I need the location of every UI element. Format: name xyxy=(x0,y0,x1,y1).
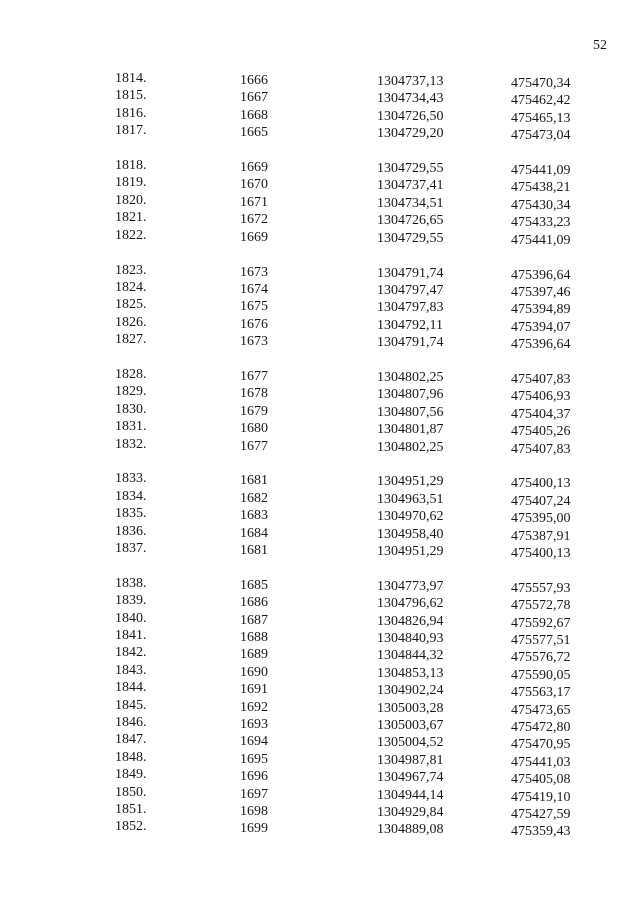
y-coordinate: 475394,89 xyxy=(511,302,571,318)
table-row xyxy=(0,803,640,820)
point-number: 1687 xyxy=(240,612,268,628)
point-number: 1697 xyxy=(240,786,268,802)
point-number: 1667 xyxy=(240,90,268,106)
row-number: 1820. xyxy=(115,192,147,208)
row-number: 1846. xyxy=(115,715,147,730)
point-number: 1669 xyxy=(240,229,268,245)
row-number: 1838. xyxy=(115,575,147,591)
row-number: 1840. xyxy=(115,610,147,626)
x-coordinate: 1305003,28 xyxy=(377,700,444,716)
row-group xyxy=(0,159,640,246)
y-coordinate: 475430,34 xyxy=(511,197,571,213)
table-row xyxy=(0,297,640,318)
y-coordinate: 475441,03 xyxy=(511,754,571,770)
table-row xyxy=(0,490,640,507)
row-group xyxy=(0,264,640,351)
table-row xyxy=(0,751,640,768)
y-coordinate: 475404,37 xyxy=(511,406,571,422)
y-coordinate: 475590,05 xyxy=(511,667,571,683)
row-number: 1835. xyxy=(115,506,147,522)
point-number: 1674 xyxy=(240,281,268,297)
y-coordinate: 475441,09 xyxy=(511,232,571,248)
point-number: 1677 xyxy=(240,438,268,454)
table-row xyxy=(0,281,640,298)
y-coordinate: 475470,95 xyxy=(511,737,571,753)
table-row xyxy=(0,732,640,753)
point-number: 1678 xyxy=(240,386,268,402)
point-number: 1675 xyxy=(240,299,268,315)
y-coordinate: 475359,43 xyxy=(511,824,571,840)
point-number: 1693 xyxy=(240,717,268,732)
y-coordinate: 475400,13 xyxy=(511,476,571,492)
point-number: 1695 xyxy=(240,751,268,767)
table-row xyxy=(0,628,640,649)
x-coordinate: 1304889,08 xyxy=(377,822,444,838)
y-coordinate: 475433,23 xyxy=(511,215,571,231)
y-coordinate: 475462,42 xyxy=(511,93,571,109)
y-coordinate: 475576,72 xyxy=(511,650,571,666)
x-coordinate: 1304967,74 xyxy=(377,770,444,786)
point-number: 1672 xyxy=(240,212,268,228)
x-coordinate: 1304970,62 xyxy=(377,509,444,525)
y-coordinate: 475441,09 xyxy=(511,163,571,179)
row-number: 1822. xyxy=(115,227,147,243)
point-number: 1669 xyxy=(240,160,268,176)
x-coordinate: 1304944,14 xyxy=(377,787,444,803)
table-row xyxy=(0,542,640,559)
row-number: 1829. xyxy=(115,384,147,400)
x-coordinate: 1304807,96 xyxy=(377,387,444,403)
row-number: 1828. xyxy=(115,366,147,382)
table-row xyxy=(0,88,640,109)
table-row xyxy=(0,384,640,405)
row-number: 1850. xyxy=(115,784,147,800)
row-number: 1817. xyxy=(115,123,147,139)
x-coordinate: 1304902,24 xyxy=(377,683,444,699)
x-coordinate: 1304963,51 xyxy=(377,491,444,507)
row-number: 1827. xyxy=(115,332,147,348)
table-row xyxy=(0,123,640,144)
row-number: 1843. xyxy=(115,662,147,678)
x-coordinate: 1304737,13 xyxy=(377,74,444,89)
table-row xyxy=(0,229,640,246)
row-number: 1824. xyxy=(115,279,147,295)
x-coordinate: 1304826,94 xyxy=(377,613,444,629)
row-number: 1830. xyxy=(115,401,147,417)
x-coordinate: 1304951,29 xyxy=(377,543,444,559)
table-row xyxy=(0,786,640,803)
row-number: 1848. xyxy=(115,749,147,765)
table-row xyxy=(0,264,640,281)
row-number: 1839. xyxy=(115,593,147,609)
row-number: 1842. xyxy=(115,645,147,661)
table-row xyxy=(0,107,640,124)
point-number: 1699 xyxy=(240,821,268,837)
y-coordinate: 475473,65 xyxy=(511,702,571,718)
row-number: 1847. xyxy=(115,732,147,748)
point-number: 1676 xyxy=(240,316,268,332)
table-row xyxy=(0,525,640,542)
point-number: 1698 xyxy=(240,803,268,819)
x-coordinate: 1304729,55 xyxy=(377,230,444,246)
row-number: 1821. xyxy=(115,210,147,226)
table-row xyxy=(0,332,640,353)
table-row xyxy=(0,175,640,196)
x-coordinate: 1304791,74 xyxy=(377,335,444,351)
row-number: 1816. xyxy=(115,105,147,121)
point-number: 1683 xyxy=(240,508,268,524)
point-number: 1681 xyxy=(240,542,268,558)
point-number: 1668 xyxy=(240,107,268,123)
point-number: 1686 xyxy=(240,595,268,611)
x-coordinate: 1304807,56 xyxy=(377,404,444,420)
row-number: 1836. xyxy=(115,523,147,539)
table-row xyxy=(0,158,640,179)
point-number: 1690 xyxy=(240,664,268,680)
x-coordinate: 1304844,32 xyxy=(377,648,444,664)
y-coordinate: 475577,51 xyxy=(511,633,571,649)
point-number: 1670 xyxy=(240,177,268,193)
point-number: 1689 xyxy=(240,647,268,663)
y-coordinate: 475407,24 xyxy=(511,493,571,509)
row-number: 1823. xyxy=(115,262,147,278)
y-coordinate: 475394,07 xyxy=(511,319,571,335)
x-coordinate: 1304801,87 xyxy=(377,422,444,438)
point-number: 1680 xyxy=(240,421,268,437)
x-coordinate: 1304802,25 xyxy=(377,439,444,455)
x-coordinate: 1304792,11 xyxy=(377,317,443,333)
table-row xyxy=(0,767,640,788)
point-number: 1692 xyxy=(240,699,268,715)
x-coordinate: 1304734,43 xyxy=(377,91,444,107)
point-number: 1688 xyxy=(240,630,268,646)
point-number: 1682 xyxy=(240,490,268,506)
point-number: 1671 xyxy=(240,194,268,210)
x-coordinate: 1304987,81 xyxy=(377,752,444,768)
y-coordinate: 475396,64 xyxy=(511,267,571,283)
table-row xyxy=(0,664,640,681)
coordinates-table xyxy=(0,72,640,855)
point-number: 1679 xyxy=(240,403,268,419)
row-number: 1832. xyxy=(115,436,147,452)
y-coordinate: 475397,46 xyxy=(511,284,571,300)
page-number: 52 xyxy=(593,38,607,53)
point-number: 1666 xyxy=(240,73,268,88)
x-coordinate: 1304951,29 xyxy=(377,474,444,490)
table-row xyxy=(0,194,640,211)
row-group xyxy=(0,72,640,142)
y-coordinate: 475396,64 xyxy=(511,337,571,353)
point-number: 1673 xyxy=(240,264,268,280)
y-coordinate: 475438,21 xyxy=(511,180,571,196)
row-number: 1851. xyxy=(115,801,147,817)
row-number: 1826. xyxy=(115,314,147,330)
row-number: 1841. xyxy=(115,628,147,644)
table-row xyxy=(0,368,640,385)
row-number: 1834. xyxy=(115,488,147,504)
x-coordinate: 1305004,52 xyxy=(377,735,444,751)
row-number: 1814. xyxy=(115,71,147,86)
y-coordinate: 475572,78 xyxy=(511,598,571,614)
point-number: 1694 xyxy=(240,734,268,750)
y-coordinate: 475395,00 xyxy=(511,511,571,527)
row-number: 1825. xyxy=(115,297,147,313)
point-number: 1691 xyxy=(240,682,268,698)
y-coordinate: 475472,80 xyxy=(511,720,571,735)
table-row xyxy=(0,716,640,733)
x-coordinate: 1304796,62 xyxy=(377,596,444,612)
x-coordinate: 1304853,13 xyxy=(377,665,444,681)
table-row xyxy=(0,680,640,701)
x-coordinate: 1304729,55 xyxy=(377,161,444,177)
x-coordinate: 1304840,93 xyxy=(377,631,444,647)
x-coordinate: 1304773,97 xyxy=(377,578,444,594)
x-coordinate: 1304734,51 xyxy=(377,195,444,211)
point-number: 1681 xyxy=(240,473,268,489)
point-number: 1677 xyxy=(240,368,268,384)
y-coordinate: 475400,13 xyxy=(511,545,571,561)
point-number: 1673 xyxy=(240,334,268,350)
y-coordinate: 475407,83 xyxy=(511,441,571,457)
row-group xyxy=(0,368,640,455)
row-group xyxy=(0,472,640,559)
y-coordinate: 475407,83 xyxy=(511,371,571,387)
table-row xyxy=(0,612,640,629)
x-coordinate: 1304797,47 xyxy=(377,282,444,298)
x-coordinate: 1304729,20 xyxy=(377,126,444,142)
table-row xyxy=(0,645,640,666)
y-coordinate: 475405,08 xyxy=(511,772,571,788)
x-coordinate: 1304802,25 xyxy=(377,369,444,385)
row-number: 1815. xyxy=(115,88,147,104)
table-row xyxy=(0,72,640,89)
y-coordinate: 475406,93 xyxy=(511,389,571,405)
row-group xyxy=(0,577,640,838)
y-coordinate: 475387,91 xyxy=(511,528,571,544)
y-coordinate: 475473,04 xyxy=(511,128,571,144)
x-coordinate: 1304797,83 xyxy=(377,300,444,316)
x-coordinate: 1304726,50 xyxy=(377,108,444,124)
y-coordinate: 475427,59 xyxy=(511,806,571,822)
row-number: 1852. xyxy=(115,819,147,835)
table-row xyxy=(0,577,640,594)
y-coordinate: 475563,17 xyxy=(511,685,571,701)
table-row xyxy=(0,699,640,716)
table-row xyxy=(0,593,640,614)
point-number: 1665 xyxy=(240,125,268,141)
row-number: 1845. xyxy=(115,697,147,713)
point-number: 1696 xyxy=(240,769,268,785)
x-coordinate: 1304791,74 xyxy=(377,265,444,281)
table-row xyxy=(0,403,640,420)
table-row xyxy=(0,419,640,440)
row-number: 1831. xyxy=(115,419,147,435)
x-coordinate: 1304929,84 xyxy=(377,804,444,820)
table-row xyxy=(0,819,640,840)
table-row xyxy=(0,471,640,492)
y-coordinate: 475557,93 xyxy=(511,580,571,596)
point-number: 1684 xyxy=(240,525,268,541)
x-coordinate: 1304726,65 xyxy=(377,213,444,229)
table-row xyxy=(0,210,640,231)
x-coordinate: 1304958,40 xyxy=(377,526,444,542)
y-coordinate: 475470,34 xyxy=(511,76,571,91)
table-row xyxy=(0,316,640,333)
row-number: 1849. xyxy=(115,767,147,783)
row-number: 1819. xyxy=(115,175,147,191)
table-row xyxy=(0,506,640,527)
point-number: 1685 xyxy=(240,577,268,593)
y-coordinate: 475592,67 xyxy=(511,615,571,631)
table-row xyxy=(0,438,640,455)
x-coordinate: 1304737,41 xyxy=(377,178,444,194)
row-number: 1818. xyxy=(115,158,147,174)
y-coordinate: 475405,26 xyxy=(511,424,571,440)
y-coordinate: 475419,10 xyxy=(511,789,571,805)
x-coordinate: 1305003,67 xyxy=(377,718,444,733)
row-number: 1844. xyxy=(115,680,147,696)
row-number: 1837. xyxy=(115,540,147,556)
row-number: 1833. xyxy=(115,471,147,487)
y-coordinate: 475465,13 xyxy=(511,110,571,126)
